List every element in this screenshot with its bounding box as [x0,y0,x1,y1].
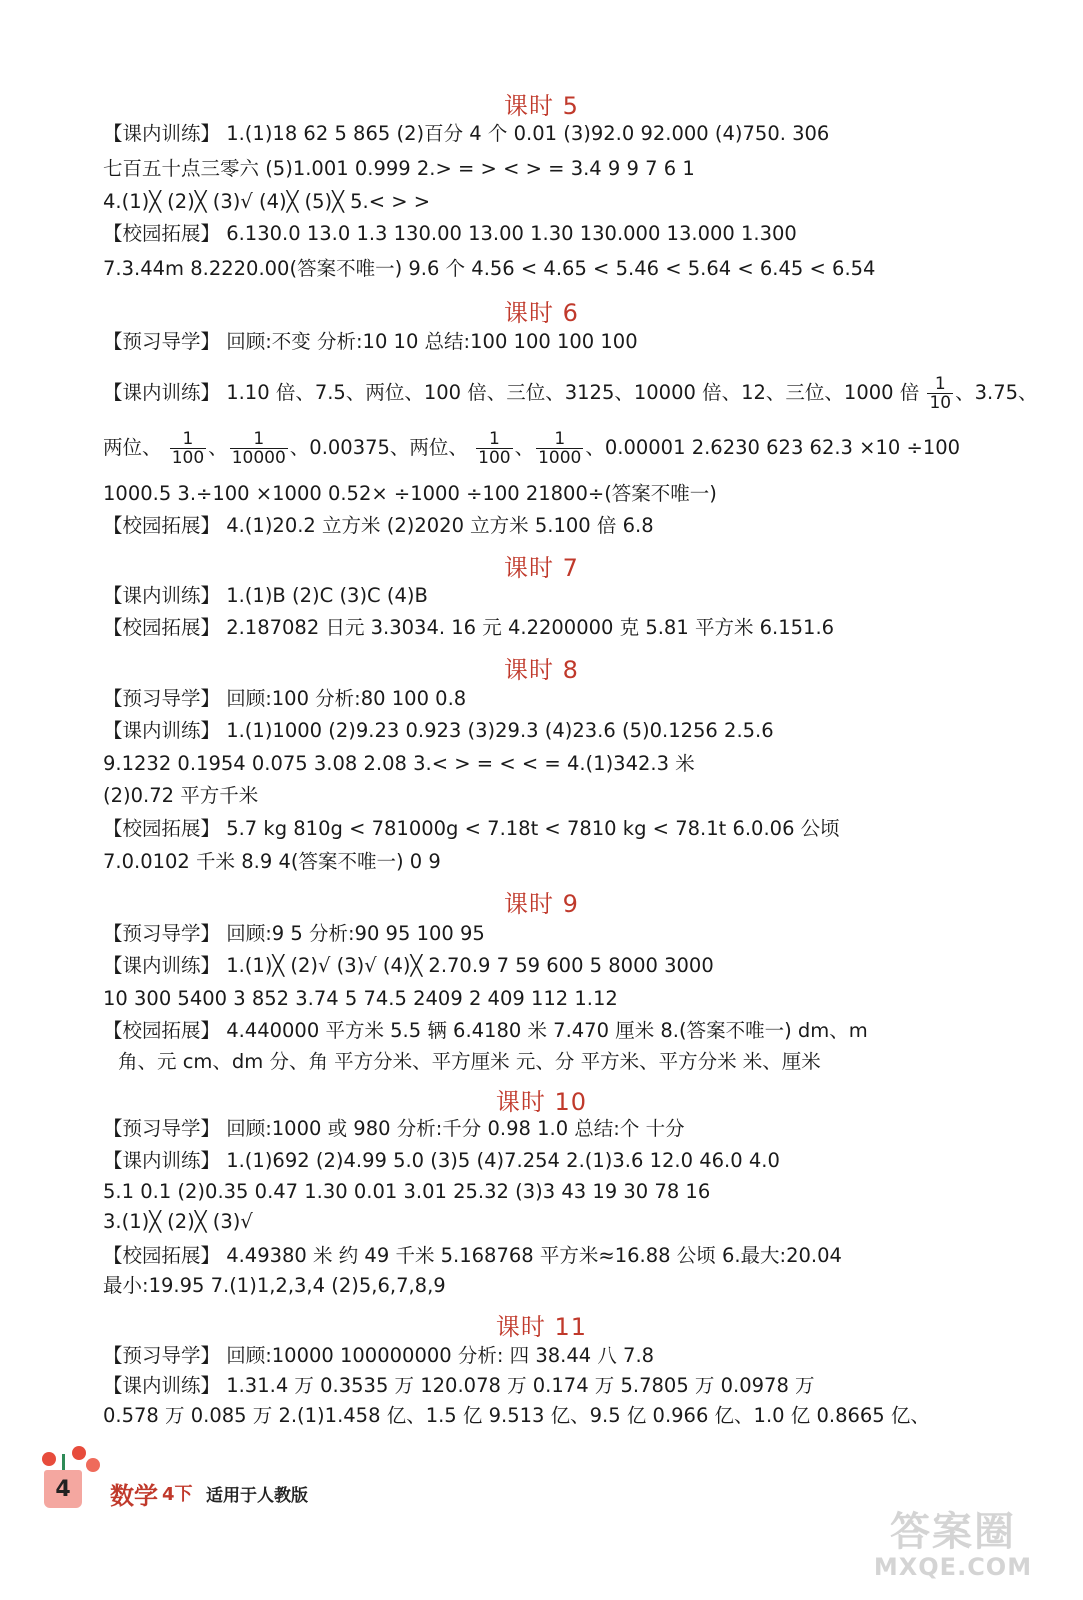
lesson-10-line-3: 5.1 0.1 (2)0.35 0.47 1.30 0.01 3.01 25.32 (3)3 43 19 30 78 16 [103,1180,711,1203]
lesson-8-line-4: (2)0.72 平方千米 [103,784,259,807]
lesson-8-line-3: 9.1232 0.1954 0.075 3.08 2.08 3.< > = < < = 4.(1)342.3 米 [103,752,695,775]
footer-grade: 4下 [162,1484,193,1505]
lesson-10-line-1: 【预习导学】 回顾:1000 或 980 分析:千分 0.98 1.0 总结:个 十分 [103,1117,685,1140]
lesson-5-title: 课时 5 [504,92,579,120]
fraction-denominator: 10000 [231,448,286,468]
watermark-chars: 答案圈 [890,1509,1016,1555]
lesson-8-title: 课时 8 [504,656,579,684]
lesson-7-title: 课时 7 [504,554,579,582]
fraction-1-10 [927,375,953,412]
lesson-9-line-2: 【课内训练】 1.(1)╳ (2)√ (3)√ (4)╳ 2.70.9 7 59 600 5 8000 3000 [103,954,714,977]
fraction-numerator: 1 [170,430,206,449]
fraction-numerator: 1 [536,430,583,449]
flower-icon [86,1458,100,1472]
lesson-9-title: 课时 9 [504,890,579,918]
lesson-6-line-2-tail: 、3.75、 [955,381,1038,404]
lesson-5-line-3: 4.(1)╳ (2)╳ (3)√ (4)╳ (5)╳ 5.< > > [103,190,431,213]
footer-subject: 数学 [110,1482,158,1510]
lesson-6-line-3-tail: 、0.00001 2.6230 623 62.3 ×10 ÷100 [585,436,961,459]
lesson-9-line-3: 10 300 5400 3 852 3.74 5 74.5 2409 2 409 112 1.12 [103,987,618,1010]
fraction-numerator: 1 [476,430,512,449]
lesson-8-line-6: 7.0.0102 千米 8.9 4(答案不唯一) 0 9 [103,850,441,873]
fraction-numerator: 1 [927,375,953,394]
lesson-11-line-2: 【课内训练】 1.31.4 万 0.3535 万 120.078 万 0.174 万 5.7805 万 0.0978 万 [103,1374,815,1397]
lesson-9-line-5: 角、元 cm、dm 分、角 平方分米、平方厘米 元、分 平方米、平方分米 米、厘米 [118,1050,821,1073]
lesson-6-line-5: 【校园拓展】 4.(1)20.2 立方米 (2)2020 立方米 5.100 倍 6.8 [103,514,654,537]
fraction-denominator: 10 [929,393,952,413]
page-number: 4 [44,1470,82,1508]
footer-edition: 适用于人教版 [206,1486,308,1506]
lesson-10-line-2: 【课内训练】 1.(1)692 (2)4.99 5.0 (3)5 (4)7.254 2.(1)3.6 12.0 46.0 4.0 [103,1149,780,1172]
lesson-8-line-2: 【课内训练】 1.(1)1000 (2)9.23 0.923 (3)29.3 (4)23.6 (5)0.1256 2.5.6 [103,719,774,742]
lesson-10-title: 课时 10 [495,1088,588,1116]
lesson-6-line-1: 【预习导学】 回顾:不变 分析:10 10 总结:100 100 100 100 [103,330,638,353]
lesson-8-line-1: 【预习导学】 回顾:100 分析:80 100 0.8 [103,687,467,710]
lesson-11-title: 课时 11 [495,1313,588,1341]
lesson-11-line-1: 【预习导学】 回顾:10000 100000000 分析: 四 38.44 八 7.8 [103,1344,655,1367]
fraction-1-1000 [536,430,583,467]
lesson-6-line-2-text: 【课内训练】 1.10 倍、7.5、两位、100 倍、三位、3125、10000 倍、12、三位、1000 倍 [103,381,920,404]
fraction-numerator: 1 [230,430,288,449]
fraction-1-100 [170,430,206,467]
lesson-10-line-5: 【校园拓展】 4.49380 米 约 49 千米 5.168768 平方米≈16.88 公顷 6.最大:20.04 [103,1244,842,1267]
fraction-1-10000 [230,430,288,467]
page-footer [40,1450,440,1510]
lesson-9-line-4: 【校园拓展】 4.440000 平方米 5.5 辆 6.4180 米 7.470 厘米 8.(答案不唯一) dm、m [103,1019,868,1042]
lesson-6-line-3-head: 两位、 [103,436,162,459]
lesson-7-line-2: 【校园拓展】 2.187082 日元 3.3034. 16 元 4.2200000 克 5.81 平方米 6.151.6 [103,616,835,639]
lesson-10-line-6: 最小:19.95 7.(1)1,2,3,4 (2)5,6,7,8,9 [103,1274,446,1297]
fraction-denominator: 100 [171,448,205,468]
flower-icon [72,1446,86,1460]
lesson-11-line-3: 0.578 万 0.085 万 2.(1)1.458 亿、1.5 亿 9.513 亿、9.5 亿 0.966 亿、1.0 亿 0.8665 亿、 [103,1404,930,1427]
lesson-6-line-3-mid: 、0.00375、两位、 [289,436,468,459]
watermark-logo [843,1500,1063,1592]
lesson-5-line-5: 7.3.44m 8.2220.00(答案不唯一) 9.6 个 4.56 < 4.65 < 5.46 < 5.64 < 6.45 < 6.54 [103,257,876,280]
lesson-10-line-4: 3.(1)╳ (2)╳ (3)√ [103,1210,253,1233]
fraction-denominator: 1000 [538,448,582,468]
lesson-8-line-5: 【校园拓展】 5.7 kg 810g < 781000g < 7.18t < 7810 kg < 78.1t 6.0.06 公顷 [103,817,840,840]
lesson-6-line-2 [103,375,1063,412]
lesson-6-title: 课时 6 [504,299,579,327]
watermark-url: MXQE.COM [873,1553,1033,1581]
fraction-denominator: 100 [478,448,511,468]
lesson-7-line-1: 【课内训练】 1.(1)B (2)C (3)C (4)B [103,584,428,607]
lesson-6-line-4: 1000.5 3.÷100 ×1000 0.52× ÷1000 ÷100 21800÷(答案不唯一) [103,482,717,505]
flower-icon [42,1452,56,1466]
lesson-5-line-4: 【校园拓展】 6.130.0 13.0 1.3 130.00 13.00 1.30 130.000 13.000 1.300 [103,222,797,245]
lesson-5-line-2: 七百五十点三零六 (5)1.001 0.999 2.> = > < > = 3.4 9 9 7 6 1 [103,157,695,180]
fraction-1-100-b [476,430,512,467]
lesson-5-line-1: 【课内训练】 1.(1)18 62 5 865 (2)百分 4 个 0.01 (3)92.0 92.000 (4)750. 306 [103,122,830,145]
lesson-6-line-3: 两位、 $\frac{1}{100}$ 、 $\frac{1}{10000}$ 、0.00375、两位、 $\frac{1}{100}$ 、 $\frac{1}{1000}$ 、0.00001 2.6230 623 62.3 ×10 ÷100 [103,429,961,468]
lesson-9-line-1: 【预习导学】 回顾:9 5 分析:90 95 100 95 [103,922,485,945]
